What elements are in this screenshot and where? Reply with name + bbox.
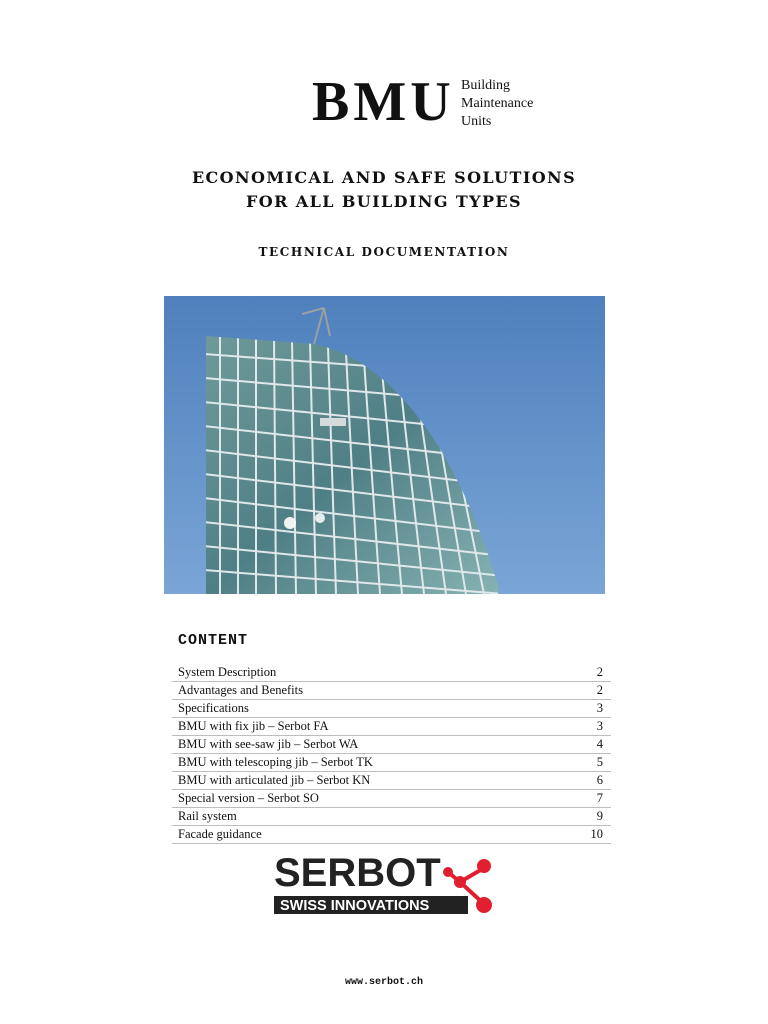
building-photo-illustration [164, 296, 605, 594]
subheading: TECHNICAL DOCUMENTATION [258, 245, 510, 259]
toc-row[interactable] [172, 754, 611, 772]
toc-page: 3 [596, 719, 603, 733]
headline-line-2: FOR ALL BUILDING TYPES [246, 192, 522, 211]
toc-page: 6 [596, 773, 603, 787]
toc-label: Facade guidance [178, 827, 262, 841]
toc-row[interactable] [172, 790, 611, 808]
toc-label: Rail system [178, 809, 237, 823]
brand-subtitle-line: Building [461, 78, 511, 93]
toc-page: 7 [596, 791, 603, 805]
table-of-contents [172, 664, 611, 844]
toc-page: 4 [596, 737, 603, 751]
brand-acronym: BMU [312, 71, 455, 133]
toc-page: 2 [596, 665, 603, 679]
toc-label: BMU with articulated jib – Serbot KN [178, 773, 371, 787]
toc-row[interactable] [172, 718, 611, 736]
toc-label: BMU with see-saw jib – Serbot WA [178, 737, 359, 751]
toc-page: 9 [596, 809, 603, 823]
toc-label: Specifications [178, 701, 249, 715]
serbot-logo-mark [272, 850, 502, 920]
brand-subtitle-line: Maintenance [461, 96, 534, 111]
serbot-logo [272, 850, 502, 920]
logo-name: SERBOT [274, 851, 441, 895]
toc-row[interactable] [172, 772, 611, 790]
toc-page: 3 [596, 701, 603, 715]
toc-row[interactable] [172, 682, 611, 700]
toc-page: 10 [590, 827, 603, 841]
headline-line-1: ECONOMICAL AND SAFE SOLUTIONS [191, 168, 577, 187]
toc-row[interactable] [172, 700, 611, 718]
toc-row[interactable] [172, 808, 611, 826]
logo-tagline: SWISS INNOVATIONS [280, 898, 430, 914]
content-title: CONTENT [178, 632, 249, 649]
building-photo [164, 296, 605, 594]
toc-label: BMU with fix jib – Serbot FA [178, 719, 329, 733]
toc-row[interactable] [172, 736, 611, 754]
toc-label: Advantages and Benefits [178, 683, 303, 697]
toc-row[interactable] [172, 664, 611, 682]
toc-page: 2 [596, 683, 603, 697]
headline [0, 166, 768, 214]
toc-page: 5 [596, 755, 603, 769]
toc-label: Special version – Serbot SO [178, 791, 319, 805]
toc-label: BMU with telescoping jib – Serbot TK [178, 755, 373, 769]
brand-subtitle-line: Units [461, 114, 492, 129]
footer-url[interactable]: www.serbot.ch [344, 977, 423, 988]
toc-label: System Description [178, 665, 277, 679]
brand-subtitle [461, 77, 533, 131]
toc-row[interactable] [172, 826, 611, 844]
